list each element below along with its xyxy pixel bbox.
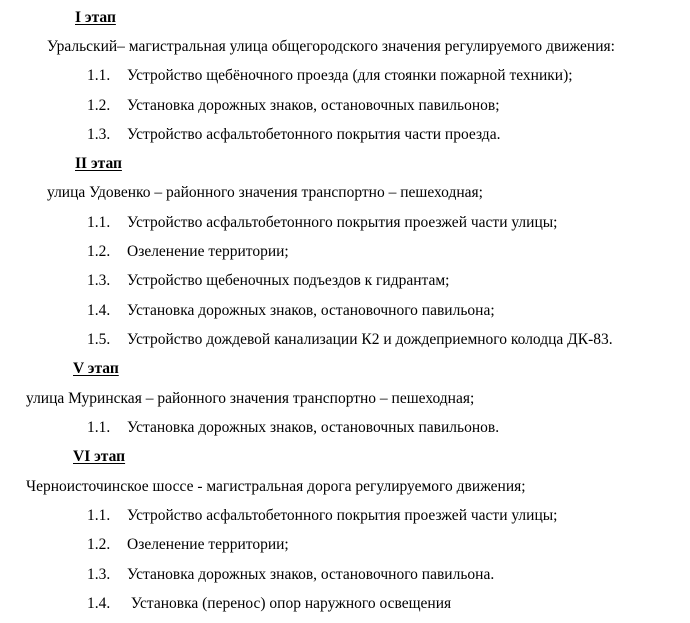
item-number: 1.1. <box>87 214 111 231</box>
item-number: 1.2. <box>87 97 111 114</box>
list-item <box>87 330 613 350</box>
item-text: Установка (перенос) опор наружного освещения <box>127 595 452 612</box>
list-item <box>87 535 289 555</box>
stage-heading: I этап <box>75 9 116 26</box>
list-item <box>87 418 499 438</box>
item-text: Установка дорожных знаков, остановочного павильона; <box>127 302 495 319</box>
list-item <box>87 242 289 262</box>
item-number: 1.5. <box>87 331 111 348</box>
item-number: 1.2. <box>87 536 111 553</box>
list-item <box>87 594 451 614</box>
list-item <box>87 565 494 585</box>
stage-heading: V этап <box>73 360 119 377</box>
item-number: 1.3. <box>87 566 111 583</box>
item-text: Установка дорожных знаков, остановочных павильонов. <box>127 419 500 436</box>
list-item <box>87 301 495 321</box>
item-number: 1.3. <box>87 126 111 143</box>
street-description: Уральский– магистральная улица общегородского значения регулируемого движения: <box>47 38 615 55</box>
item-text: Озеленение территории; <box>127 536 289 553</box>
item-text: Устройство дождевой канализации К2 и дождеприемного колодца ДК-83. <box>127 331 613 348</box>
street-description: улица Муринская – районного значения транспортно – пешеходная; <box>26 390 475 407</box>
list-item <box>87 96 500 116</box>
list-item <box>87 66 573 86</box>
item-number: 1.1. <box>87 507 111 524</box>
item-number: 1.1. <box>87 67 111 84</box>
item-number: 1.4. <box>87 302 111 319</box>
stage-heading: II этап <box>75 155 122 172</box>
item-number: 1.2. <box>87 243 111 260</box>
item-text: Устройство асфальтобетонного покрытия проезжей части улицы; <box>127 507 558 524</box>
list-item <box>87 213 557 233</box>
item-text: Устройство асфальтобетонного покрытия части проезда. <box>127 126 501 143</box>
item-number: 1.4. <box>87 595 111 612</box>
street-description: Черноисточинское шоссе - магистральная дорога регулируемого движения; <box>26 478 526 495</box>
item-text: Установка дорожных знаков, остановочного павильона. <box>127 566 495 583</box>
list-item <box>87 271 449 291</box>
list-item <box>87 506 557 526</box>
item-text: Устройство асфальтобетонного покрытия проезжей части улицы; <box>127 214 558 231</box>
item-text: Устройство щебеночных подъездов к гидрантам; <box>127 272 450 289</box>
item-number: 1.3. <box>87 272 111 289</box>
item-text: Установка дорожных знаков, остановочных павильонов; <box>127 97 500 114</box>
list-item <box>87 125 500 145</box>
stage-heading: VI этап <box>73 448 126 465</box>
item-text: Устройство щебёночного проезда (для стоянки пожарной техники); <box>127 67 573 84</box>
item-number: 1.1. <box>87 419 111 436</box>
item-text: Озеленение территории; <box>127 243 289 260</box>
street-description: улица Удовенко – районного значения транспортно – пешеходная; <box>47 184 483 201</box>
